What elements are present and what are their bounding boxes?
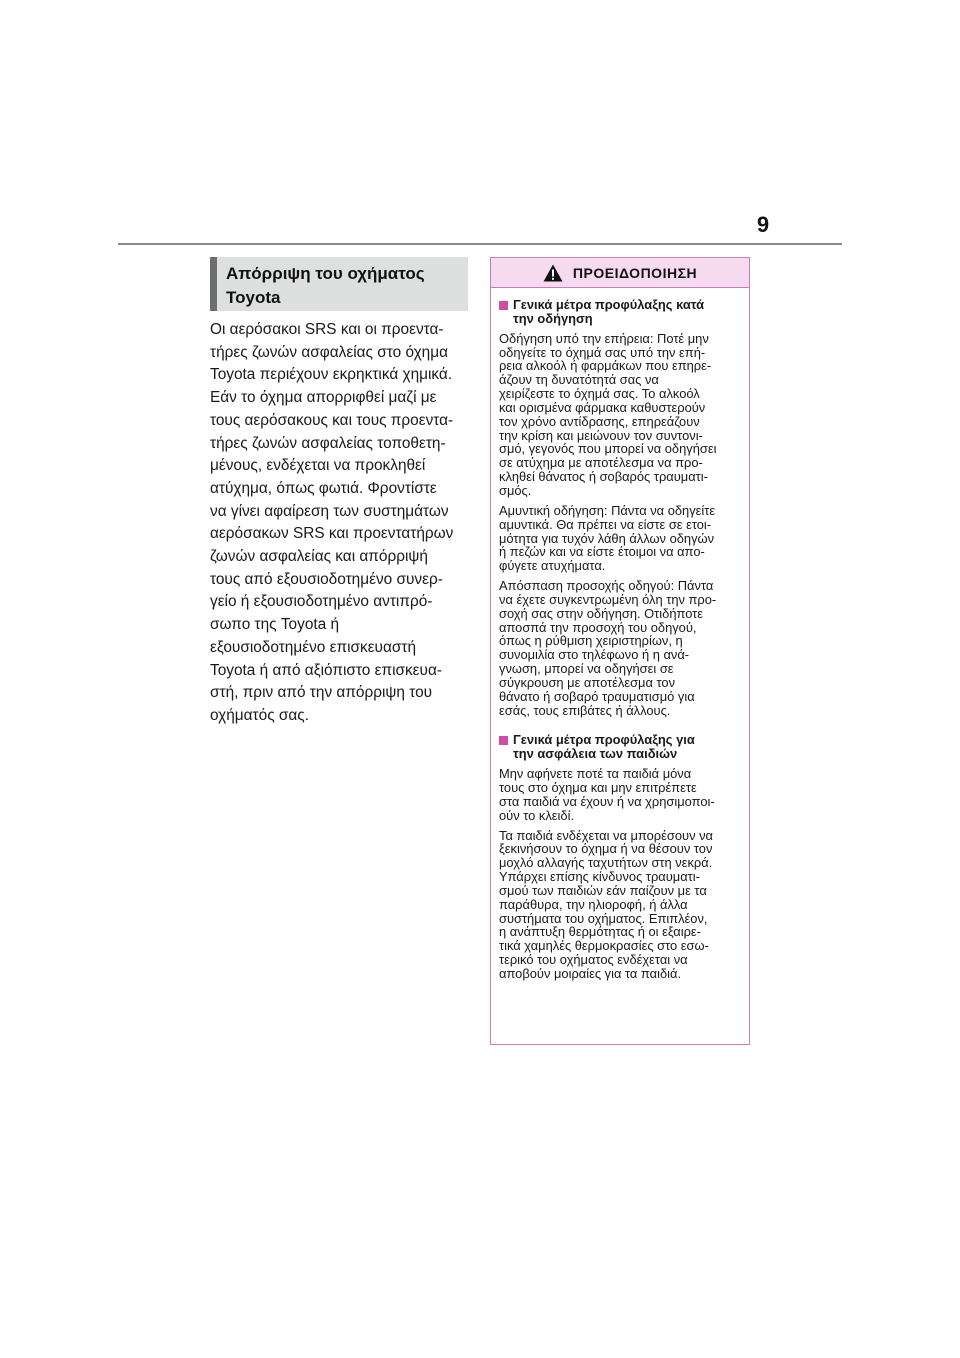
warning-paragraph-line: όπως η ρύθμιση χειριστηρίων, η [499,633,683,649]
warning-paragraph-line: φύγετε ατυχήματα. [499,558,606,574]
warning-paragraph-line: οδηγείτε το όχημά σας υπό την επή- [499,344,706,360]
header-rule [118,243,842,245]
warning-paragraph-line: τερικό του οχήματος ενδέχεται να [499,952,688,968]
warning-subheading-text [513,733,695,761]
warning-paragraph-line: ρεια αλκοόλ ή φαρμάκων που επηρε- [499,358,712,374]
warning-paragraph-line: συστήματα του οχήματος. Επιπλέον, [499,910,708,926]
warning-paragraph-line: τον χρόνο αντίδρασης, επηρεάζουν [499,413,700,429]
body-line: τους αερόσακους και τους προεντα- [210,411,454,429]
warning-paragraph-line: συνομιλία στο τηλέφωνο ή η ανά- [499,647,690,663]
body-line: Toyota ή από αξιόπιστο επισκευα- [210,661,442,679]
warning-paragraph-line: άζουν τη δυνατότητά σας να [499,372,659,388]
warning-paragraph-line: τους στο όχημα και μην επιτρέπετε [499,780,697,795]
section-heading [210,257,468,311]
section-gap [499,717,741,729]
body-line: μένους, ενδέχεται να προκληθεί [210,457,426,475]
warning-paragraph-line: σμό, γεγονός που μπορεί να οδηγήσει [499,441,717,457]
warning-paragraph-line: Αμυντική οδήγηση: Πάντα να οδηγείτε [499,502,716,518]
warning-subheading [499,298,741,326]
warning-paragraph-line: μότητα για τυχόν λάθη άλλων οδηγών [499,530,715,546]
bullet-square-icon [499,301,508,310]
warning-paragraph-line: εσάς, τους επιβάτες ή άλλους. [499,702,671,718]
warning-paragraph-line: ή πεζών και να είστε έτοιμοι να απο- [499,544,705,560]
warning-subheading-line: Γενικά μέτρα προφύλαξης κατά [513,297,705,312]
body-line: Οι αερόσακοι SRS και οι προεντα- [210,321,444,338]
warning-paragraph-line: αμυντικά. Θα πρέπει να είστε σε ετοι- [499,516,712,532]
warning-paragraph-line: Μην αφήνετε ποτέ τα παιδιά μόνα [499,766,692,782]
warning-paragraph-line: η ανάπτυξη θερμότητας ή οι εξαιρε- [499,924,701,940]
body-line: να γίνει αφαίρεση των συστημάτων [210,502,449,520]
warning-paragraph-line: ξεκινήσουν το όχημα ή να θέσουν τον [499,841,713,857]
warning-title: ΠΡΟΕΙΔΟΠΟΙΗΣΗ [572,264,698,281]
warning-subheading-line: Γενικά μέτρα προφύλαξης για [513,732,695,748]
body-line: τήρες ζωνών ασφαλείας τοποθετη- [210,434,446,452]
warning-paragraph-line: σμού των παιδιών εάν παίζουν με τα [499,882,707,898]
warning-header [491,258,749,288]
warning-paragraph-line: σμός. [499,482,532,498]
body-line: τήρες ζωνών ασφαλείας στο όχημα [210,343,448,361]
warning-paragraph-line: ούν το κλειδί. [499,807,575,823]
warning-paragraph-line: θάνατο ή σοβαρό τραυματισμό για [499,688,695,704]
warning-paragraph [499,332,741,498]
warning-paragraph-line: γνωση, μπορεί να οδηγήσει σε [499,661,674,677]
body-line: οχήματός σας. [210,706,309,724]
warning-paragraph-line: αποβούν μοιραίες για τα παιδιά. [499,965,682,981]
warning-paragraph-line: σοχή σας στην οδήγηση. Οτιδήποτε [499,605,704,621]
body-line: αερόσακων SRS και προεντατήρων [210,525,454,543]
body-line: ζωνών ασφαλείας και απόρριψή [210,548,428,566]
body-line: ατύχημα, όπως φωτιά. Φροντίστε [210,479,437,497]
warning-paragraph-line: να έχετε συγκεντρωμένη όλη την προ- [499,591,717,607]
body-line: στή, πριν από την απόρριψη του [210,684,433,702]
bullet-square-icon [499,736,508,745]
warning-paragraph-line: Τα παιδιά ενδέχεται να μπορέσουν να [499,827,713,843]
warning-paragraph-line: και ορισμένα φάρμακα καθυστερούν [499,399,706,415]
body-line: εξουσιοδοτημένο επισκευαστή [210,638,417,656]
warning-content [491,288,749,981]
warning-paragraph [499,579,741,717]
warning-triangle-icon [543,264,563,282]
warning-paragraph-line: μοχλό αλλαγής ταχυτήτων στη νεκρά. [499,855,713,871]
warning-paragraph-line: σύγκρουση με αποτέλεσμα τον [499,674,676,690]
warning-paragraph-line: Απόσπαση προσοχής οδηγού: Πάντα [499,578,714,594]
warning-paragraph [499,767,741,822]
warning-paragraph [499,829,741,981]
warning-paragraph-line: αποσπά την προσοχή του οδηγού, [499,619,697,635]
page-number: 9 [756,212,770,237]
body-line: γείο ή εξουσιοδοτημένο αντιπρό- [210,593,433,611]
warning-subheading-line: την οδήγηση [513,310,593,326]
body-line: τους από εξουσιοδοτημένο συνερ- [210,570,443,588]
warning-paragraph-line: χειρίζεστε το όχημά σας. Το αλκοόλ [499,386,700,402]
warning-paragraph-line: τικά χαμηλές θερμοκρασίες στο εσω- [499,938,709,954]
warning-paragraph-line: κληθεί θάνατος ή σοβαρός τραυματι- [499,469,708,485]
warning-subheading-text [513,298,704,326]
body-line: σωπο της Toyota ή [210,616,340,634]
warning-subheading [499,733,741,761]
warning-paragraph-line: την κρίση και μειώνουν τον συντονι- [499,427,703,443]
warning-box [490,257,750,1045]
body-line: Εάν το όχημα απορριφθεί μαζί με [210,389,437,407]
warning-paragraph-line: παράθυρα, την ηλιοροφή, ή άλλα [499,896,688,912]
body-line: Toyota περιέχουν εκρηκτικά χημικά. [210,366,453,384]
section-heading-line: Απόρριψη του οχήματος [226,264,425,283]
warning-paragraph [499,504,741,573]
warning-paragraph-line: σε ατύχημα με αποτέλεσμα να προ- [499,455,703,471]
warning-paragraph-line: Υπάρχει επίσης κίνδυνος τραυματι- [499,869,700,885]
warning-subheading-line: την ασφάλεια των παιδιών [513,746,678,762]
warning-paragraph-line: Οδήγηση υπό την επήρεια: Ποτέ μην [499,330,709,346]
warning-paragraph-line: στα παιδιά να έχουν ή να χρησιμοποι- [499,793,715,809]
section-body [210,319,472,728]
section-heading-line: Toyota [226,288,281,307]
